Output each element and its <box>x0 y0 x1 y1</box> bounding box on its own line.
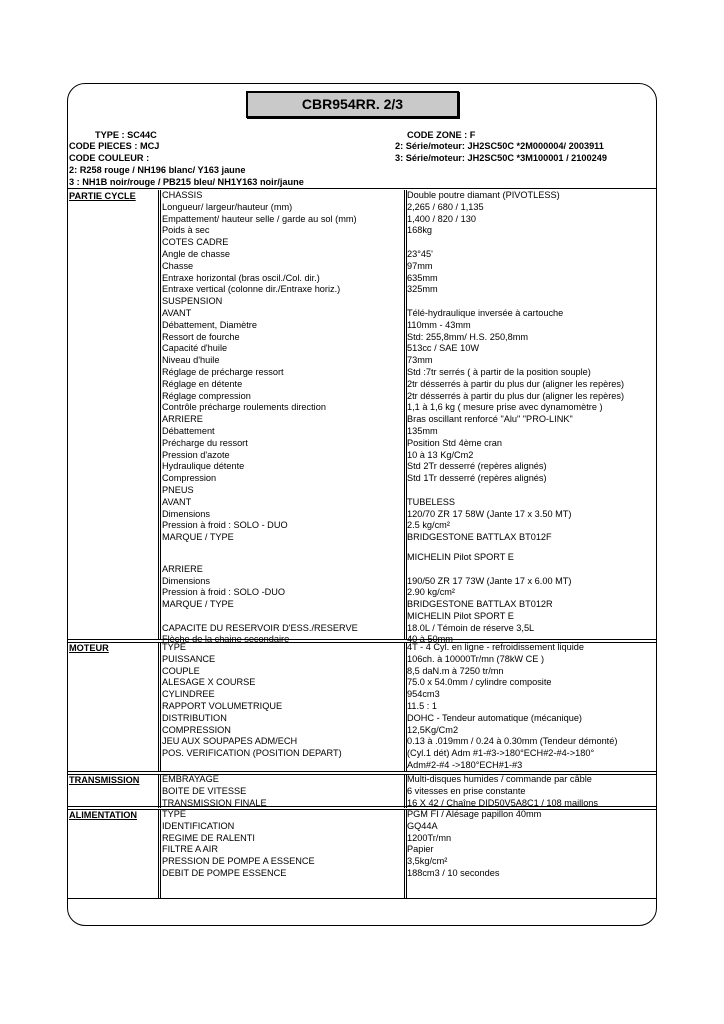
spec-label: Chasse <box>162 260 194 271</box>
spec-label: PUISSANCE <box>162 653 216 664</box>
spec-value: Double poutre diamant (PIVOTLESS) <box>407 190 560 200</box>
spec-value: Std 1Tr desserré (repères alignés) <box>407 473 547 484</box>
table-row <box>162 576 656 588</box>
spec-value: Position Std 4ème cran <box>407 437 502 448</box>
spec-value: Bras oscillant renforcé "Alu" "PRO-LINK" <box>407 414 573 425</box>
spec-label: Débattement, Diamètre <box>162 319 257 330</box>
spec-label: REGIME DE RALENTI <box>162 832 255 843</box>
spec-value: 3,5kg/cm² <box>407 856 448 867</box>
document-title: CBR954RR. 2/3 <box>246 91 459 118</box>
spec-value: 325mm <box>407 284 438 295</box>
table-row <box>162 552 656 564</box>
spec-label: ARRIERE <box>162 414 203 425</box>
col-divider <box>158 774 159 808</box>
spec-label: RAPPORT VOLUMETRIQUE <box>162 700 283 711</box>
spec-value: Std :7tr serrés ( à partir de la position souple) <box>407 366 591 377</box>
spec-label: JEU AUX SOUPAPES ADM/ECH <box>162 736 298 747</box>
spec-value: Std 2Tr desserré (repères alignés) <box>407 461 547 472</box>
spec-label: Longueur/ largeur/hauteur (mm) <box>162 201 293 212</box>
table-row <box>162 237 656 249</box>
spec-value: (Cyl.1 dét) Adm #1-#3->180°ECH#2-#4->180° <box>407 748 595 759</box>
table-row <box>162 261 656 273</box>
spec-value: MICHELIN Pilot SPORT E <box>407 551 514 562</box>
parts-code: CODE PIECES : MCJ <box>69 141 160 151</box>
spec-label: COUPLE <box>162 665 200 676</box>
spec-value: DOHC - Tendeur automatique (mécanique) <box>407 712 582 723</box>
table-row <box>162 367 656 379</box>
color-code-label: CODE COULEUR : <box>69 153 150 163</box>
spec-label: Dimensions <box>162 508 210 519</box>
spec-label: Entraxe vertical (colonne dir./Entraxe horiz.) <box>162 284 341 295</box>
spec-value: 8,5 daN.m à 7250 tr/mn <box>407 665 504 676</box>
spec-label: TYPE <box>162 642 186 652</box>
spec-value: 40 à 50mm <box>407 634 453 645</box>
spec-label: Entraxe horizontal (bras oscil./Col. dir.) <box>162 272 320 283</box>
spec-label: PNEUS <box>162 484 194 495</box>
table-row <box>162 473 656 485</box>
spec-value: 6 vitesses en prise constante <box>407 785 526 796</box>
table-row <box>162 461 656 473</box>
table-row <box>162 202 656 214</box>
table-row <box>162 666 656 678</box>
table-row <box>162 402 656 414</box>
table-row <box>162 868 656 880</box>
section-partie-cycle <box>68 190 656 645</box>
spec-value: 23°45' <box>407 248 433 259</box>
spec-label: POS. VERIFICATION (POSITION DEPART) <box>162 748 342 759</box>
table-row <box>162 225 656 237</box>
spec-value: 11.5 : 1 <box>407 700 437 711</box>
spec-value: 2tr désserrés à partir du plus dur (aligner les repères) <box>407 390 625 401</box>
col-divider <box>158 190 159 639</box>
spec-label: Pression à froid : SOLO - DUO <box>162 520 288 531</box>
section-transmission <box>68 774 656 808</box>
spec-value: 635mm <box>407 272 438 283</box>
table-row <box>162 332 656 344</box>
table-row <box>162 725 656 737</box>
col-divider <box>160 190 161 639</box>
spec-label: CAPACITE DU RESERVOIR D'ESS./RESERVE <box>162 622 358 633</box>
spec-value: TUBELESS <box>407 496 455 507</box>
spec-label: TRANSMISSION FINALE <box>162 797 267 808</box>
spec-value: 1,1 à 1,6 kg ( mesure prise avec dynamomètre ) <box>407 402 603 413</box>
spec-value: 97mm <box>407 260 433 271</box>
spec-label: Réglage de précharge ressort <box>162 366 284 377</box>
spec-label: AVANT <box>162 307 192 318</box>
type-code: TYPE : SC44C <box>95 130 157 140</box>
spec-label: Poids à sec <box>162 225 210 236</box>
spec-value: Télé-hydraulique inversée à cartouche <box>407 307 564 318</box>
spec-value: 16 X 42 / Chaîne DID50V5A8C1 / 108 maillons <box>407 797 599 808</box>
spec-label: Réglage compression <box>162 390 251 401</box>
spec-label: Contrôle précharge roulements direction <box>162 402 326 413</box>
table-row <box>162 391 656 403</box>
table-row <box>162 355 656 367</box>
spec-value: 135mm <box>407 425 438 436</box>
table-row <box>162 497 656 509</box>
spec-label: Hydraulique détente <box>162 461 245 472</box>
table-row <box>162 450 656 462</box>
col-divider <box>160 809 161 898</box>
spec-value: 0.13 à .019mm / 0.24 à 0.30mm (Tendeur démonté) <box>407 736 618 747</box>
table-row <box>162 701 656 713</box>
spec-rows <box>162 774 656 809</box>
spec-label: Réglage en détente <box>162 378 243 389</box>
table-row <box>162 320 656 332</box>
col-divider <box>158 642 159 771</box>
spec-value: 2,265 / 680 / 1,135 <box>407 201 484 212</box>
spec-label: PRESSION DE POMPE A ESSENCE <box>162 856 315 867</box>
table-row <box>162 689 656 701</box>
col-divider <box>160 642 161 771</box>
footer-divider <box>68 898 656 899</box>
spec-label: IDENTIFICATION <box>162 820 235 831</box>
section-label: MOTEUR <box>69 643 109 653</box>
spec-label: DEBIT DE POMPE ESSENCE <box>162 867 287 878</box>
spec-value: 73mm <box>407 355 433 366</box>
spec-label: Compression <box>162 473 217 484</box>
section-label: TRANSMISSION <box>69 775 140 785</box>
spec-value: 2.5 kg/cm² <box>407 520 450 531</box>
spec-value: 2tr désserrés à partir du plus dur (aligner les repères) <box>407 378 625 389</box>
section-label: PARTIE CYCLE <box>69 191 136 201</box>
color-codes-2: 2: R258 rouge / NH196 blanc/ Y163 jaune <box>69 165 246 175</box>
spec-label: Débattement <box>162 425 215 436</box>
table-row <box>162 414 656 426</box>
spec-value: 110mm - 43mm <box>407 319 471 330</box>
spec-label: Capacité d'huile <box>162 343 228 354</box>
table-row <box>162 564 656 576</box>
spec-label: CHASSIS <box>162 190 203 200</box>
table-row <box>162 343 656 355</box>
spec-value: MICHELIN Pilot SPORT E <box>407 610 514 621</box>
spec-value: Adm#2-#4 ->180°ECH#1-#3 <box>407 759 523 770</box>
spec-label: TYPE <box>162 809 186 819</box>
zone-code: CODE ZONE : F <box>407 130 476 140</box>
spec-label: ALESAGE X COURSE <box>162 677 256 688</box>
table-row <box>162 786 656 798</box>
spec-label: Flèche de la chaine secondaire <box>162 634 290 645</box>
table-row <box>162 654 656 666</box>
spec-rows <box>162 809 656 880</box>
table-row <box>162 833 656 845</box>
table-row <box>162 438 656 450</box>
table-row <box>162 296 656 308</box>
spec-label: CYLINDREE <box>162 689 215 700</box>
table-row <box>162 736 656 748</box>
table-row <box>162 677 656 689</box>
spec-value: Papier <box>407 844 434 855</box>
spec-value: 75.0 x 54.0mm / cylindre composite <box>407 677 552 688</box>
spec-value: 190/50 ZR 17 73W (Jante 17 x 6.00 MT) <box>407 575 572 586</box>
table-row <box>162 214 656 226</box>
color-codes-3: 3 : NH1B noir/rouge / PB215 bleu/ NH1Y163 noir/jaune <box>69 177 304 187</box>
table-row <box>162 774 656 786</box>
section-alimentation <box>68 809 656 898</box>
spec-value: 10 à 13 Kg/Cm2 <box>407 449 474 460</box>
spec-value: 954cm3 <box>407 689 440 700</box>
table-row <box>162 190 656 202</box>
spec-value: Std: 255,8mm/ H.S. 250,8mm <box>407 331 529 342</box>
spec-value: 4T - 4 Cyl. en ligne - refroidissement liquide <box>407 642 585 652</box>
spec-label: Précharge du ressort <box>162 437 248 448</box>
spec-value: 120/70 ZR 17 58W (Jante 17 x 3.50 MT) <box>407 508 572 519</box>
table-row <box>162 379 656 391</box>
spec-value: BRIDGESTONE BATTLAX BT012F <box>407 532 552 543</box>
table-row <box>162 520 656 532</box>
spec-value: Multi-disques humides / commande par câble <box>407 774 592 784</box>
table-row <box>162 642 656 654</box>
spec-value: 168kg <box>407 225 433 236</box>
spec-label: ARRIERE <box>162 563 203 574</box>
table-row <box>162 760 656 772</box>
spec-rows <box>162 642 656 772</box>
spec-label: FILTRE A AIR <box>162 844 218 855</box>
spec-value: GQ44A <box>407 820 438 831</box>
table-row <box>162 249 656 261</box>
table-row <box>162 748 656 760</box>
spec-label: Empattement/ hauteur selle / garde au sol (mm) <box>162 213 357 224</box>
table-row <box>162 273 656 285</box>
table-row <box>162 308 656 320</box>
spec-label: Ressort de fourche <box>162 331 240 342</box>
spec-value: 18.0L / Témoin de réserve 3,5L <box>407 622 535 633</box>
spec-label: Niveau d'huile <box>162 355 220 366</box>
spec-label: MARQUE / TYPE <box>162 599 234 610</box>
spec-label: MARQUE / TYPE <box>162 532 234 543</box>
spec-label: Pression d'azote <box>162 449 230 460</box>
section-moteur <box>68 642 656 771</box>
table-row <box>162 532 656 544</box>
table-row <box>162 809 656 821</box>
spec-value: 106ch. à 10000Tr/mn (78kW CE ) <box>407 653 545 664</box>
header-divider <box>68 188 656 189</box>
section-label: ALIMENTATION <box>69 810 138 820</box>
spec-label: SUSPENSION <box>162 296 223 307</box>
table-row <box>162 426 656 438</box>
spec-value: BRIDGESTONE BATTLAX BT012R <box>407 599 553 610</box>
table-row <box>162 587 656 599</box>
col-divider <box>158 809 159 898</box>
spec-label: COMPRESSION <box>162 724 231 735</box>
table-row <box>162 844 656 856</box>
spec-value: 12,5Kg/Cm2 <box>407 724 459 735</box>
table-row <box>162 856 656 868</box>
table-row <box>162 623 656 635</box>
table-row <box>162 284 656 296</box>
col-divider <box>160 774 161 808</box>
spec-label: Angle de chasse <box>162 248 230 259</box>
spec-label: BOITE DE VITESSE <box>162 785 247 796</box>
spec-label: AVANT <box>162 496 192 507</box>
spec-label: DISTRIBUTION <box>162 712 227 723</box>
serial-2: 2: Série/moteur: JH2SC50C *2M000004/ 2003911 <box>395 141 604 151</box>
spec-value: 188cm3 / 10 secondes <box>407 867 500 878</box>
spec-rows <box>162 190 656 646</box>
serial-3: 3: Série/moteur: JH2SC50C *3M100001 / 2100249 <box>395 153 607 163</box>
spec-label: Dimensions <box>162 575 210 586</box>
spec-label: EMBRAYAGE <box>162 774 219 784</box>
table-row <box>162 611 656 623</box>
spec-value: PGM FI / Alésage papillon 40mm <box>407 809 542 819</box>
table-row <box>162 509 656 521</box>
spec-value: 1,400 / 820 / 130 <box>407 213 476 224</box>
table-row <box>162 485 656 497</box>
spec-value: 2.90 kg/cm² <box>407 587 455 598</box>
spec-label: COTES CADRE <box>162 237 229 248</box>
spec-value: 513cc / SAE 10W <box>407 343 480 354</box>
spec-label: Pression à froid : SOLO -DUO <box>162 587 286 598</box>
table-row <box>162 713 656 725</box>
table-row <box>162 599 656 611</box>
spec-value: 1200Tr/mn <box>407 832 452 843</box>
table-row <box>162 821 656 833</box>
